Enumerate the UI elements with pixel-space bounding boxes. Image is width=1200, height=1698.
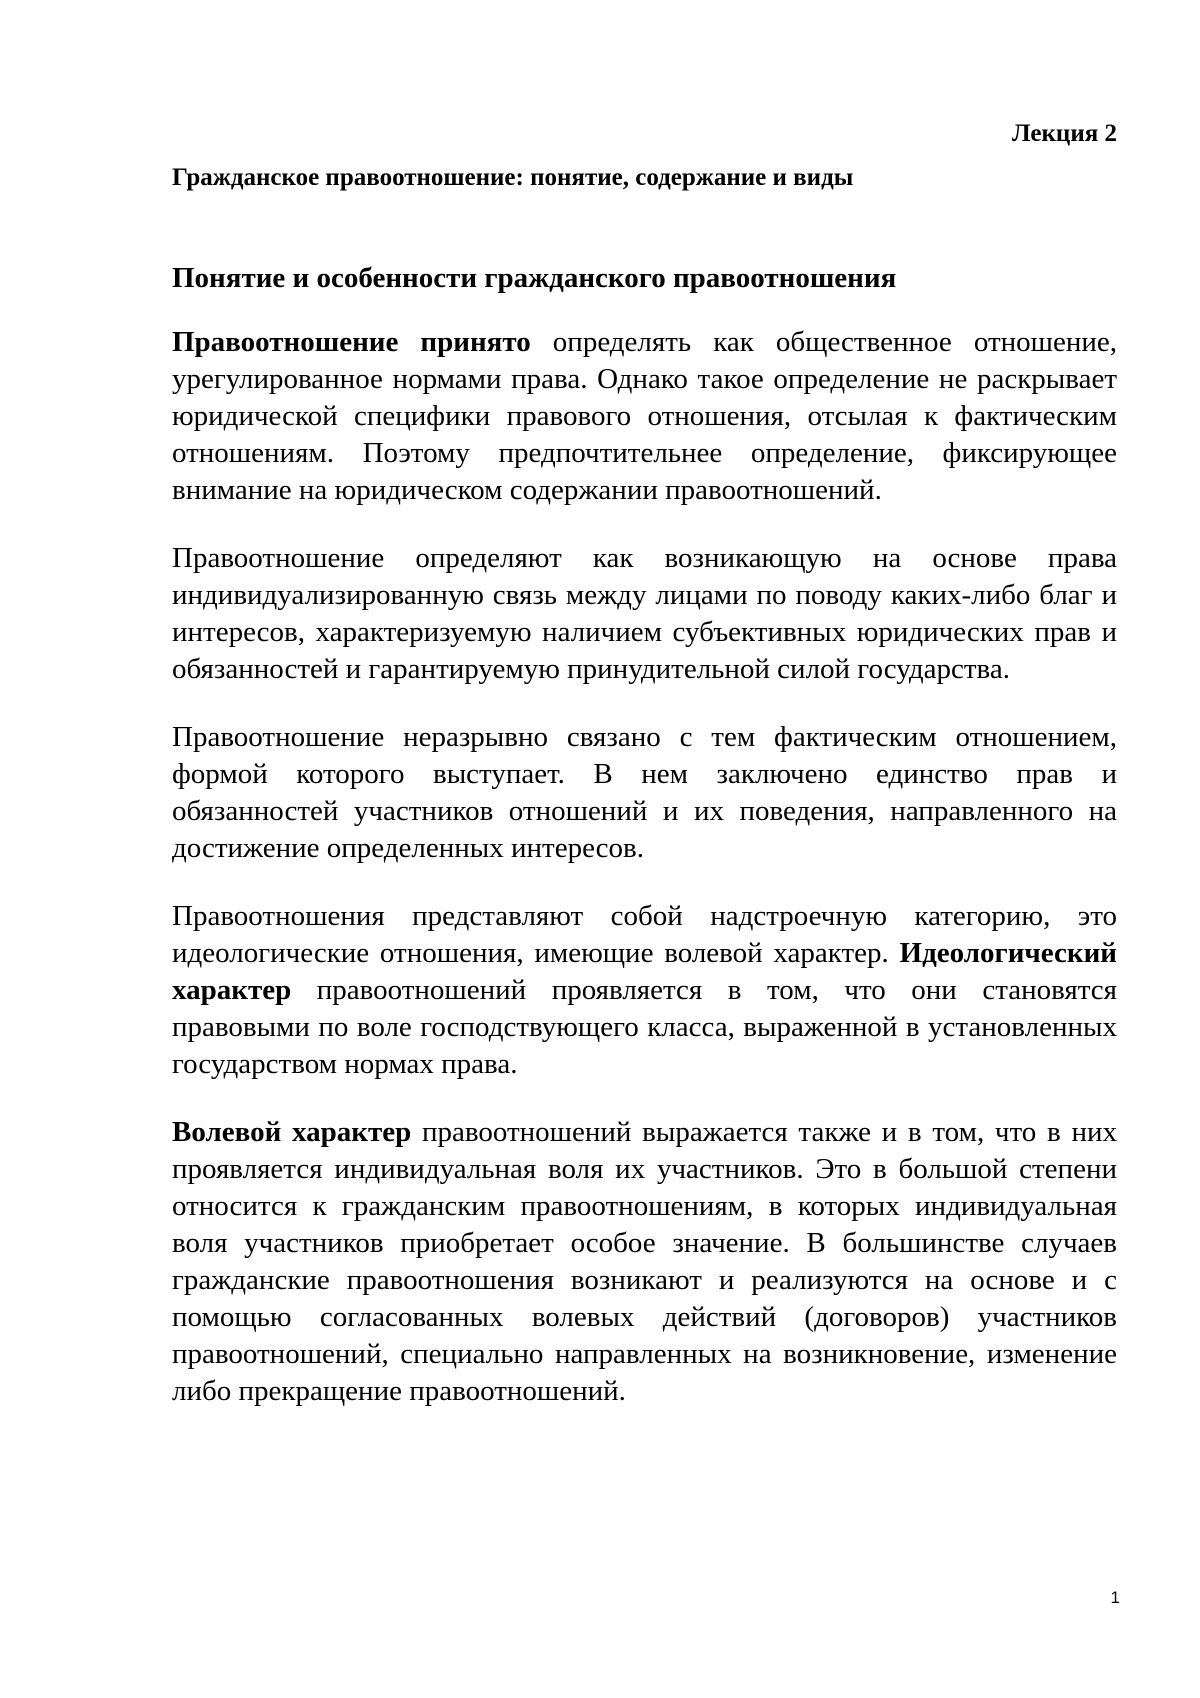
page-content (172, 112, 1117, 1441)
paragraph-3: Правоотношение неразрывно связано с тем фактическим отношением, формой которого выступает. В нем заключено единство прав и обязанностей участников отношений и их поведения, направленного на достижение определенных интересов. (172, 721, 1117, 864)
page-number: 1 (1110, 1588, 1120, 1607)
paragraph-4-bold-inline: Идеологический характер (172, 937, 1117, 1006)
paragraph-2: Правоотношение определяют как возникающую на основе права индивидуализированную связь между лицами по поводу каких-либо благ и интересов, характеризуемую наличием субъективных юридических прав и обязанностей и гарантируемую принудительной силой государства. (172, 542, 1117, 685)
paragraph-4-text-after: правоотношений проявляется в том, что они становятся правовыми по воле господствующего класса, выраженной в установленных государством нормах права. (172, 974, 1117, 1080)
section-heading: Понятие и особенности гражданского правоотношения (172, 262, 897, 294)
paragraph-4 (172, 898, 1117, 1083)
paragraph-5 (172, 1114, 1117, 1410)
paragraph-1 (172, 324, 1117, 509)
paragraph-4-text-before: Правоотношения представляют собой надстроечную категорию, это идеологические отношения, имеющие волевой характер. (172, 900, 1117, 969)
paragraph-1-bold-lead: Правоотношение принято (172, 326, 531, 358)
paragraph-5-bold-lead: Волевой характер (172, 1116, 412, 1148)
lecture-label: Лекция 2 (1011, 120, 1117, 147)
document-title: Гражданское правоотношение: понятие, содержание и виды (172, 164, 854, 191)
paragraph-1-text: определять как общественное отношение, урегулированное нормами права. Однако такое определение не раскрывает юридической специфики правового отношения, отсылая к фактическим отношениям. Поэтому предпочтительнее определение, фиксирующее внимание на юридическом содержании правоотношений. (172, 326, 1117, 506)
paragraph-5-text: правоотношений выражается также и в том, что в них проявляется индивидуальная воля их участников. Это в большой степени относится к гражданским правоотношениям, в которых индивидуальная воля участников приобретает особое значение. В большинстве случаев гражданские правоотношения возникают и реализуются на основе и с помощью согласованных волевых действий (договоров) участников правоотношений, специально направленных на возникновение, изменение либо прекращение правоотношений. (172, 1116, 1117, 1407)
